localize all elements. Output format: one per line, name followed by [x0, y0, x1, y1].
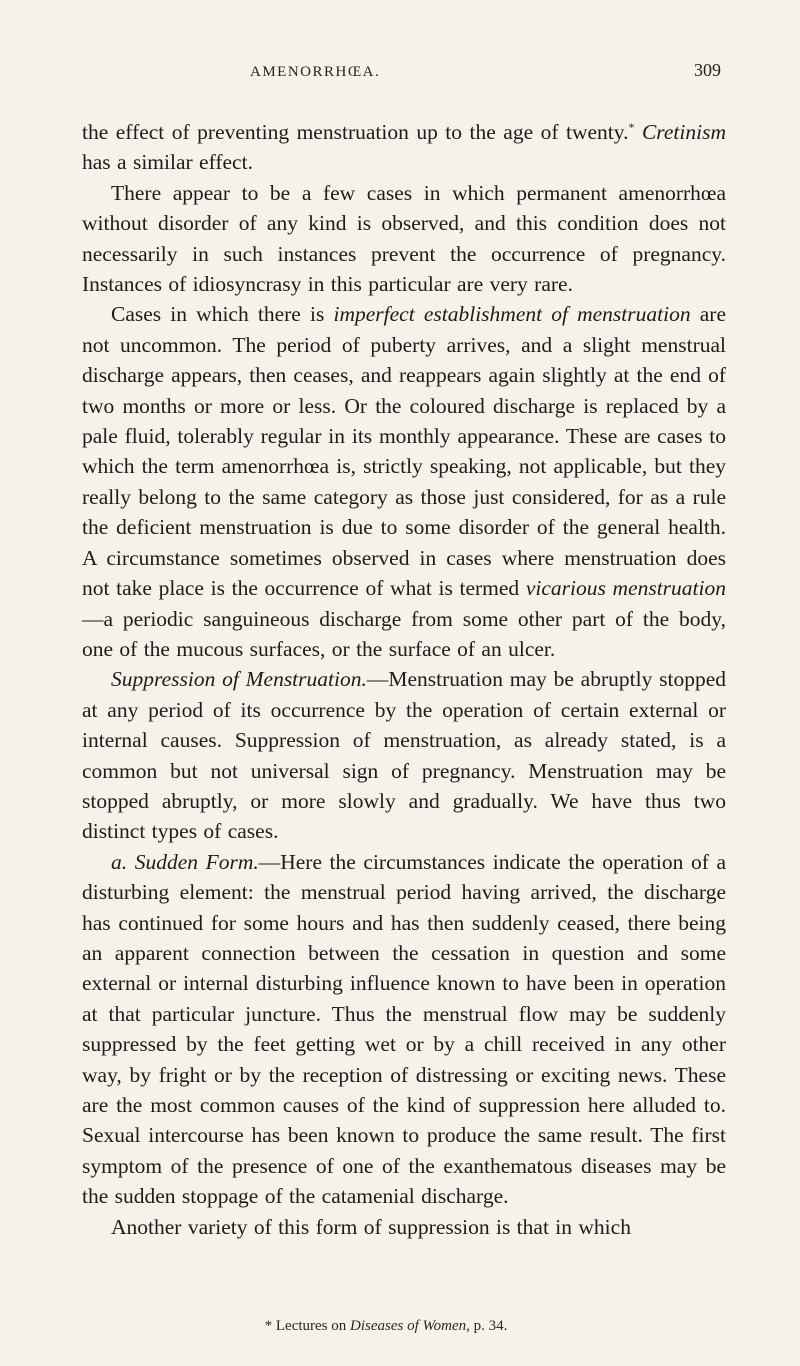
p5-text: —Here the circumstances indicate the operation of a disturbing element: the menstrual period having arrived, the discharge has continued for some hours and has then suddenly ceased, there being an apparent connection between the cessation in question and some external or internal disturbing influence known to have been in operation at that particular juncture. Thus the menstrual flow may be suddenly suppressed by the feet getting wet or by a chill received in any other way, by fright or by the reception of distressing or exciting news. These are the most common causes of the kind of suppression here alluded to. Sexual intercourse has been known to produce the same result. The first symptom of the presence of one of the exanthematous diseases may be the sudden stoppage of the catamenial discharge.	[82, 849, 726, 1209]
paragraph-1	[82, 117, 726, 178]
p3-italic-term-2: vicarious menstruation	[525, 576, 726, 601]
footnote-title: Diseases of Women	[350, 1318, 467, 1334]
footnote	[0, 1318, 800, 1335]
p1-italic-term: Cretinism	[641, 120, 726, 144]
page-number: 309	[694, 60, 721, 80]
footnote-marker: *	[628, 119, 635, 134]
paragraph-3	[82, 299, 726, 664]
paragraph-5	[82, 847, 726, 1212]
footnote-text-a: Lectures on	[272, 1318, 351, 1334]
p5-subheading: Sudden Form.	[134, 849, 259, 874]
p4-text: —Menstruation may be abruptly stopped at any period of its occurrence by the operation of certain external or internal causes. Suppression of menstruation, as already stated, is a common but not universal sign of pregnancy. Menstruation may be stopped abruptly, or more slowly and gradually. We have thus two distinct types of cases.	[82, 667, 726, 844]
p3-text-c: —a periodic sanguineous discharge from some other part of the body, one of the mucous surfaces, or the surface of an ulcer.	[82, 606, 726, 661]
body-text	[82, 117, 726, 1242]
paragraph-2: There appear to be a few cases in which permanent amenorrhœa without disorder of any kind is observed, and this condition does not necessarily in such instances prevent the occurrence of pregnancy. Instances of idiosyncrasy in this particular are very rare.	[82, 180, 726, 297]
footnote-marker-bottom: *	[264, 1318, 273, 1334]
p3-text-b: are not uncommon. The period of puberty arrives, and a slight menstrual discharge appears, then ceases, and reappears again slightly at the end of two months or more or less. Or the coloured discharge is replaced by a pale fluid, tolerably regular in its monthly appearance. These are cases to which the term amenorrhœa is, strictly speaking, not applicable, but they really belong to the same category as those just considered, for as a rule the deficient menstruation is due to some disorder of the general health. A circumstance sometimes observed in cases where menstruation does not take place is the occurrence of what is termed	[82, 302, 726, 601]
footnote-text-b: , p. 34.	[466, 1318, 508, 1334]
p1-text: the effect of preventing menstruation up to the age of twenty.	[82, 120, 629, 144]
p4-section-heading: Suppression of Menstruation.	[111, 667, 367, 692]
p3-italic-term: imperfect establishment of menstruation	[333, 302, 691, 327]
p5-label: a.	[111, 849, 128, 874]
paragraph-4	[82, 664, 726, 846]
page-header	[250, 60, 721, 92]
p3-text-a: Cases in which there is	[111, 302, 334, 327]
paragraph-6: Another variety of this form of suppression is that in which	[111, 1214, 631, 1239]
running-head: AMENORRHŒA.	[250, 64, 381, 80]
p1-text-end: has a similar effect.	[82, 150, 253, 175]
